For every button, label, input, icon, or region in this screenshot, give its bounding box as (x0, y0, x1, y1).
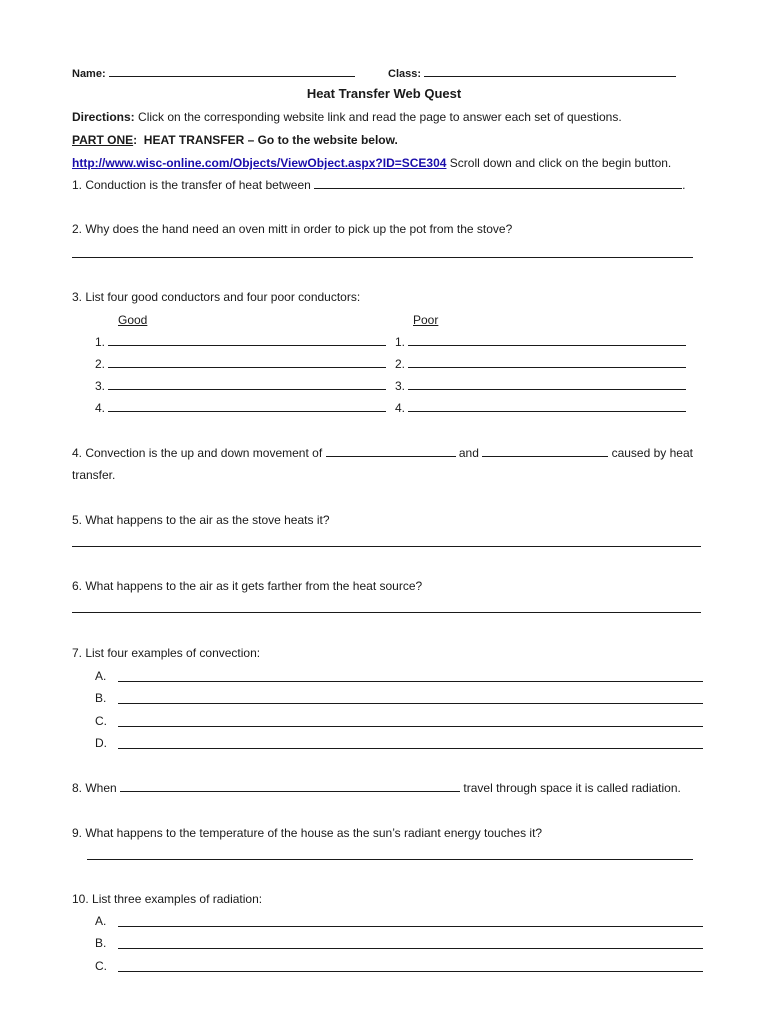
q4-blank-1[interactable] (326, 446, 456, 457)
q7-letter-b: B. (95, 691, 107, 705)
poor-row-2 (395, 357, 686, 371)
question-7: 7. List four examples of convection: (72, 646, 261, 660)
page-title: Heat Transfer Web Quest (306, 86, 462, 101)
question-8 (72, 781, 681, 795)
q7-blank-d[interactable] (118, 748, 703, 749)
q4-text-c: caused by heat (611, 446, 693, 460)
poor-blank-2[interactable] (408, 357, 686, 368)
q7-letter-c: C. (95, 714, 107, 728)
good-num-2: 2. (95, 357, 106, 371)
poor-row-4 (395, 401, 686, 415)
class-label: Class: (388, 68, 422, 80)
good-blank-2[interactable] (108, 357, 386, 368)
good-blank-3[interactable] (108, 379, 386, 390)
class-field[interactable] (388, 66, 676, 80)
website-link[interactable]: http://www.wisc-online.com/Objects/ViewObject.aspx?ID=SCE304 (72, 156, 447, 170)
q6-answer-line[interactable] (72, 612, 701, 613)
part-one-label: PART ONE (72, 133, 134, 147)
good-num-4: 4. (95, 401, 106, 415)
q1-blank[interactable] (314, 178, 682, 189)
poor-num-3: 3. (395, 379, 406, 393)
good-row-2 (95, 357, 386, 371)
poor-blank-4[interactable] (408, 401, 686, 412)
poor-blank-1[interactable] (408, 335, 686, 346)
name-blank[interactable] (109, 66, 355, 77)
question-1 (72, 178, 686, 192)
q10-row-b (95, 936, 106, 950)
good-num-1: 1. (95, 335, 106, 349)
good-row-4 (95, 401, 386, 415)
q8-text-a: 8. When (72, 781, 117, 795)
q2-answer-line[interactable] (72, 257, 693, 258)
poor-num-4: 4. (395, 401, 406, 415)
question-4 (72, 446, 693, 460)
q10-row-c (95, 959, 107, 973)
q7-blank-a[interactable] (118, 681, 703, 682)
poor-header: Poor (413, 313, 439, 327)
q4-text-b: and (458, 446, 479, 460)
q7-letter-d: D. (95, 736, 107, 750)
good-blank-4[interactable] (108, 401, 386, 412)
q1-period: . (682, 178, 686, 192)
q10-row-a (95, 914, 106, 928)
url-line (72, 156, 671, 170)
q10-letter-b: B. (95, 936, 107, 950)
q7-row-b (95, 691, 106, 705)
q7-row-d (95, 736, 107, 750)
q5-answer-line[interactable] (72, 546, 701, 547)
url-note: Scroll down and click on the begin button. (449, 156, 672, 170)
question-9: 9. What happens to the temperature of the house as the sun’s radiant energy touches it? (72, 826, 543, 840)
poor-row-3 (395, 379, 686, 393)
poor-row-1 (395, 335, 686, 349)
question-3: 3. List four good conductors and four poor conductors: (72, 290, 361, 304)
good-row-1 (95, 335, 386, 349)
name-label: Name: (72, 68, 106, 80)
q8-text-b: travel through space it is called radiation. (463, 781, 681, 795)
q10-letter-c: C. (95, 959, 107, 973)
good-row-3 (95, 379, 386, 393)
q10-blank-a[interactable] (118, 926, 703, 927)
q7-row-a (95, 669, 106, 683)
q4-text-a: 4. Convection is the up and down movement of (72, 446, 323, 460)
q10-blank-c[interactable] (118, 971, 703, 972)
part-one-tail: – Go to the website below. (247, 133, 398, 147)
part-one-heading: PART ONE: HEAT TRANSFER – Go to the website below. (72, 133, 398, 147)
q1-text: 1. Conduction is the transfer of heat between (72, 178, 311, 192)
good-blank-1[interactable] (108, 335, 386, 346)
question-6: 6. What happens to the air as it gets farther from the heat source? (72, 579, 423, 593)
q4-continued: transfer. (72, 468, 116, 482)
poor-blank-3[interactable] (408, 379, 686, 390)
q8-blank[interactable] (120, 781, 460, 792)
q9-answer-line[interactable] (87, 859, 693, 860)
q7-letter-a: A. (95, 669, 107, 683)
q10-letter-a: A. (95, 914, 107, 928)
q7-blank-c[interactable] (118, 726, 703, 727)
directions-label: Directions: (72, 110, 135, 124)
poor-num-2: 2. (395, 357, 406, 371)
good-num-3: 3. (95, 379, 106, 393)
q7-blank-b[interactable] (118, 703, 703, 704)
class-blank[interactable] (424, 66, 676, 77)
part-one-topic: HEAT TRANSFER (143, 133, 245, 147)
question-2: 2. Why does the hand need an oven mitt in order to pick up the pot from the stove? (72, 222, 513, 236)
good-header: Good (118, 313, 148, 327)
q10-blank-b[interactable] (118, 948, 703, 949)
question-5: 5. What happens to the air as the stove heats it? (72, 513, 330, 527)
q7-row-c (95, 714, 107, 728)
directions-text: Click on the corresponding website link and read the page to answer each set of questions. (138, 110, 622, 124)
question-10: 10. List three examples of radiation: (72, 892, 263, 906)
poor-num-1: 1. (395, 335, 406, 349)
name-field[interactable] (72, 66, 355, 80)
q4-blank-2[interactable] (482, 446, 608, 457)
directions (72, 110, 622, 124)
